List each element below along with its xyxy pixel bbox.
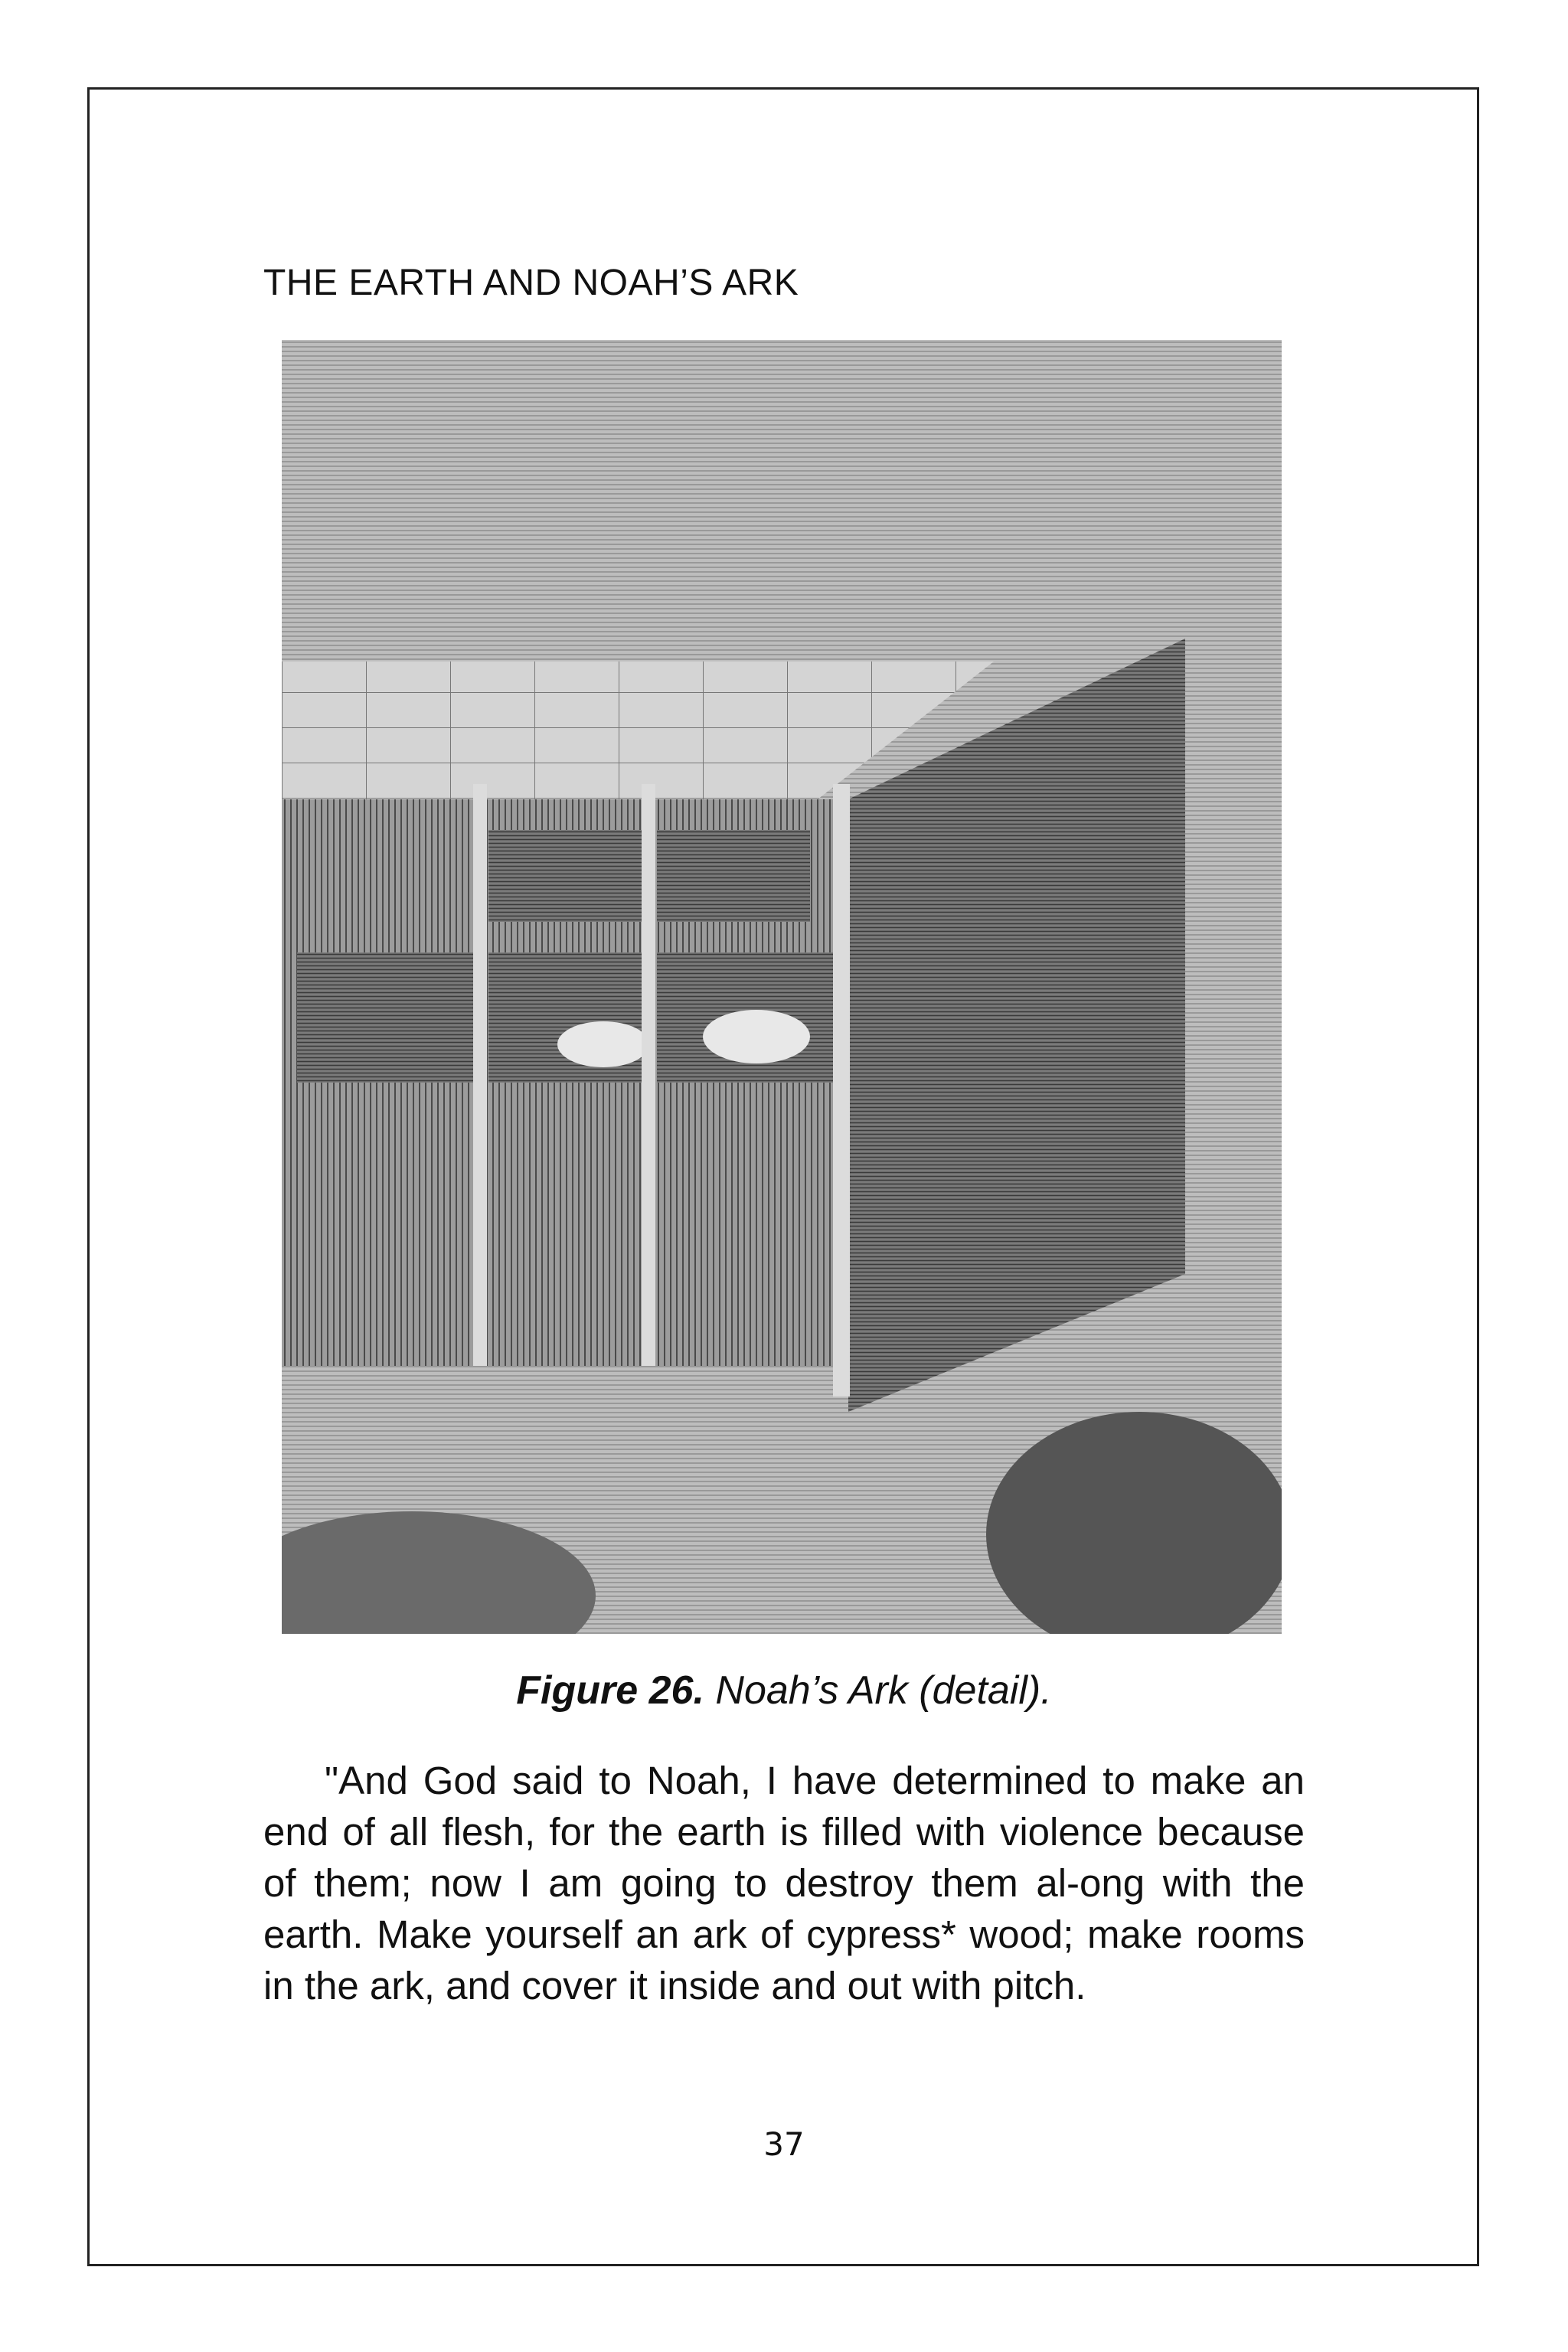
- running-head: THE EARTH AND NOAH’S ARK: [263, 263, 799, 303]
- ark-engraving-image: [282, 340, 1282, 1634]
- body-text: [263, 1755, 1305, 2011]
- body-paragraph: "And God said to Noah, I have determined to make an end of all flesh, for the earth is filled with violence because of them; now I am going to destroy them al-ong with the earth. Make yourself an ark of cypress* wood; make rooms in the ark, and cover it inside and out with pitch.: [263, 1759, 1305, 2007]
- page-number: 37: [763, 2125, 805, 2163]
- figure-caption-text: Noah’s Ark (detail).: [715, 1668, 1052, 1713]
- figure-caption: [0, 1668, 1568, 1713]
- figure-label: Figure 26.: [516, 1668, 704, 1713]
